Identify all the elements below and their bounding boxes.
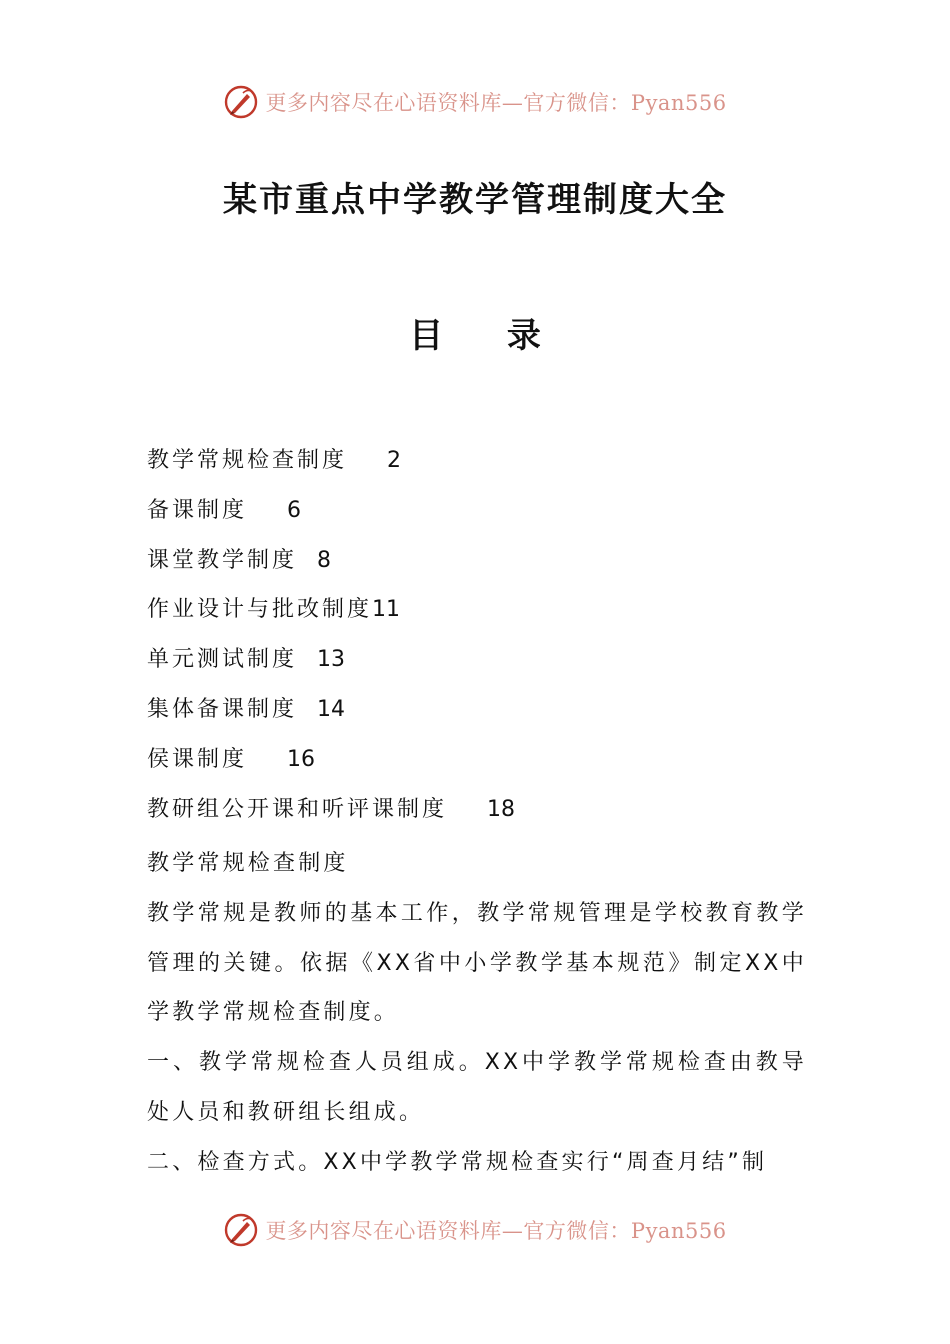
document-title: 某市重点中学教学管理制度大全 [223, 180, 727, 220]
pen-logo-icon [223, 84, 259, 120]
toc-item-separator [247, 747, 287, 772]
toc-item[interactable] [147, 491, 515, 541]
toc-item-page: 18 [487, 796, 515, 822]
toc-item-page: 16 [287, 746, 315, 772]
toc-item-separator [447, 797, 487, 822]
toc-item-label: 集体备课制度 [147, 696, 298, 722]
table-of-contents [147, 441, 515, 839]
toc-item-page: 8 [317, 547, 332, 573]
body-paragraph: 一、教学常规检查人员组成。XX中学教学常规检查由教导处人员和教研组长组成。 [147, 1050, 807, 1125]
toc-item-page: 14 [317, 696, 346, 722]
toc-item-page: 6 [287, 497, 301, 523]
body-content [147, 839, 807, 1188]
toc-item-separator [247, 498, 287, 523]
toc-item[interactable] [147, 690, 515, 740]
toc-item-page: 13 [317, 647, 346, 673]
toc-item-label: 教研组公开课和听评课制度 [147, 796, 448, 822]
body-paragraph: 二、检查方式。XX中学教学常规检查实行“周查月结”制 [147, 1149, 768, 1175]
toc-item-label: 教学常规检查制度 [147, 448, 348, 473]
toc-item-label: 侯课制度 [147, 746, 248, 772]
toc-item-label: 课堂教学制度 [147, 547, 298, 573]
watermark-text: 更多内容尽在心语资料库—官方微信：Pyan556 [265, 1219, 727, 1243]
toc-item-label: 作业设计与批改制度 [147, 597, 373, 623]
toc-item-separator [347, 448, 387, 473]
toc-item-label: 单元测试制度 [147, 647, 298, 673]
toc-item-label: 备课制度 [147, 497, 248, 523]
toc-heading: 目 录 [409, 316, 567, 356]
toc-item[interactable] [147, 740, 515, 790]
toc-item[interactable] [147, 541, 515, 591]
watermark-text: 更多内容尽在心语资料库—官方微信：Pyan556 [265, 91, 727, 115]
toc-item-separator [297, 697, 317, 722]
toc-item[interactable] [147, 640, 515, 690]
toc-item[interactable] [147, 590, 515, 640]
body-paragraph: 教学常规是教师的基本工作，教学常规管理是学校教育教学管理的关键。依据《XX省中小学教学基本规范》制定XX中学教学常规检查制度。 [147, 900, 807, 1026]
section-title: 教学常规检查制度 [147, 851, 349, 876]
toc-item-page: 2 [387, 448, 401, 473]
watermark-header [0, 84, 950, 120]
watermark-footer [0, 1212, 950, 1248]
toc-item-page: 11 [372, 597, 401, 623]
toc-item[interactable] [147, 790, 515, 840]
pen-logo-icon [223, 1212, 259, 1248]
toc-item[interactable] [147, 441, 515, 491]
toc-item-separator [297, 647, 317, 672]
toc-item-separator [297, 548, 317, 573]
